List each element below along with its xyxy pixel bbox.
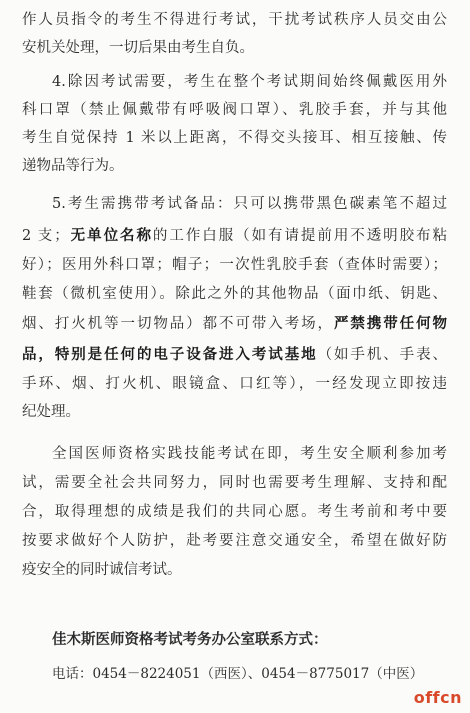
item-5-line: 纪处理。 [22,404,80,420]
text-line: 安机关处理，一切后果由考生自负。 [22,40,254,56]
text-line: 作人员指令的考生不得进行考试，干扰考试秩序人员交由公 [22,12,447,28]
item-5-line: 好）；医用外科口罩；帽子；一次性乳胶手套（查体时需要）； [22,257,447,273]
closing-line: 合，取得理想的成绩是我们的共同心愿。考生考前和考中要 [22,504,447,520]
text-span: 的工作白服（如有请提前用不透明胶布粘 [152,228,447,244]
offcn-watermark: offcn [413,688,462,707]
item-5-line [22,314,447,334]
text-span: 烟、打火机等一切物品）都不可带入考场， [22,316,334,332]
item-4-line: 科口罩（禁止佩戴带有呼吸阀口罩）、乳胶手套，并与其他 [22,102,447,118]
item-4-line: 递物品等行为。 [22,158,124,174]
closing-line: 按要求做好个人防护，赴考要注意交通安全，希望在做好防 [22,533,447,549]
item-4-line: 考生自觉保持 1 米以上距离，不得交头接耳、相互接触、传 [22,130,447,146]
item-5-line [22,226,447,246]
bold-phrase: 无单位名称 [68,227,153,244]
item-5-line: 鞋套（微机室使用）。除此之外的其他物品（面巾纸、钥匙、 [22,286,447,302]
closing-line: 试，需要全社会共同努力，同时也需要考生理解、支持和配 [22,475,447,491]
text-span: 2 支； [22,228,69,244]
item-5-line: 手环、烟、打火机、眼镜盒、口红等），一经发现立即按违 [22,376,447,392]
item-5-line: 5.考生需携带考试备品：只可以携带黑色碳素笔不超过 [52,196,447,212]
bold-phrase: 严禁携带任何物 [333,315,447,332]
closing-line: 疫安全的同时诚信考试。 [22,562,182,578]
bold-phrase: 品，特别是任何的电子设备进入考试基地 [22,346,318,363]
closing-line: 全国医师资格实践技能考试在即，考生安全顺利参加考 [52,446,447,462]
item-5-line [22,345,447,365]
contact-heading: 佳木斯医师资格考试考务办公室联系方式： [52,631,328,648]
item-4-line: 4.除因考试需要，考生在整个考试期间始终佩戴医用外 [52,74,447,90]
contact-phone: 电话：0454－8224051（西医）、0454－8775017（中医） [52,666,424,682]
text-span: （如手机、手表、 [317,347,447,363]
